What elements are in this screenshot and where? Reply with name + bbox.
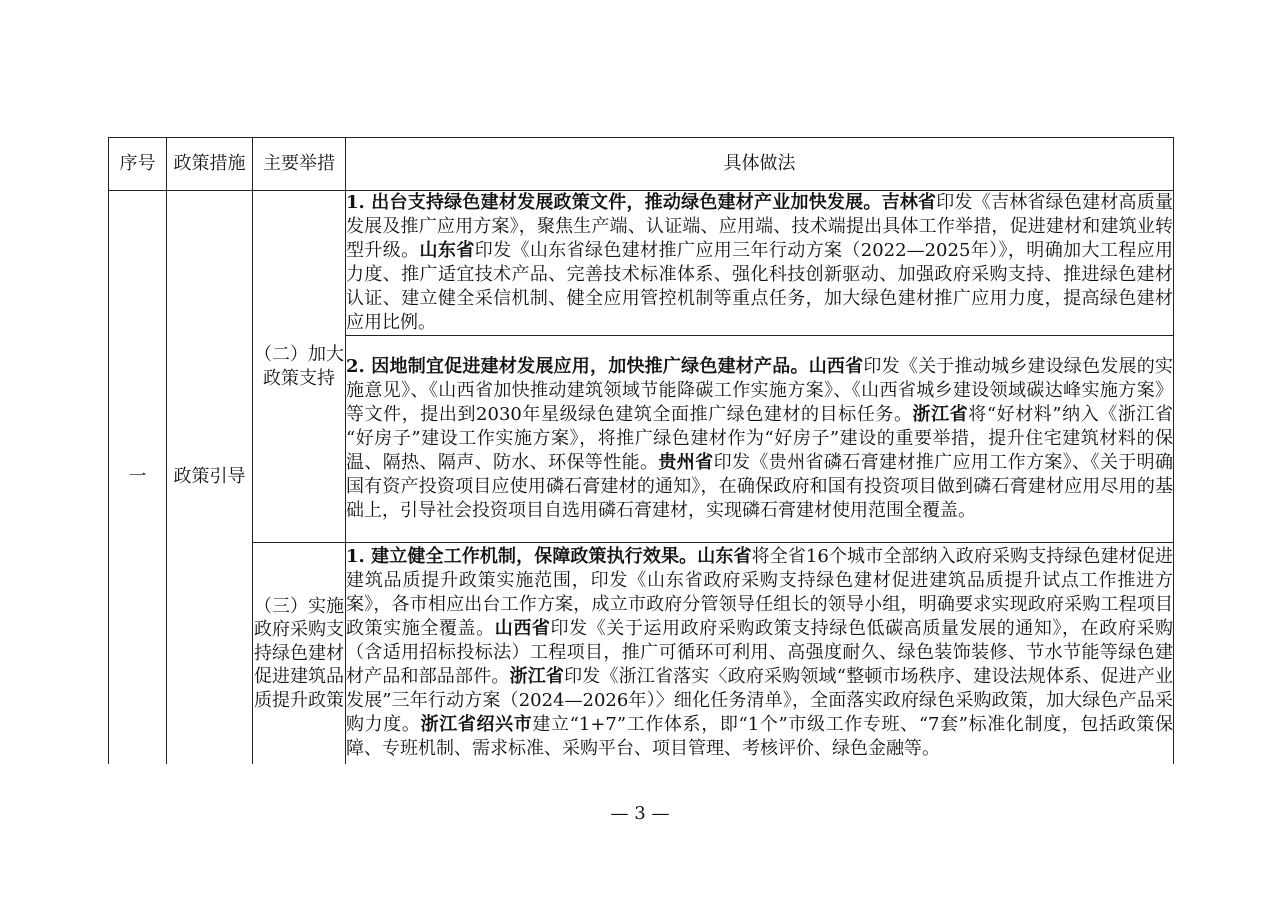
policy-table bbox=[108, 137, 1174, 764]
table-row bbox=[109, 191, 1174, 336]
practice-paragraph bbox=[346, 191, 1173, 335]
table-header-row bbox=[109, 138, 1174, 191]
practice-cell bbox=[346, 543, 1174, 764]
region-name: 山东省 bbox=[419, 240, 475, 261]
policy-measure: 政策引导 bbox=[167, 191, 253, 764]
practice-paragraph bbox=[346, 355, 1173, 523]
main-action-title: （三）实施政府采购支持绿色建材促进建筑品质提升政策 bbox=[254, 595, 344, 711]
region-text: 建立“1+7”工作体系，即“1个”市级工作专班、“7套”标准化制度，包括政策保障、专班机制、需求标准、采购平台、项目管理、考核评价、绿色金融等。 bbox=[346, 714, 1173, 760]
practice-heading: 2. 因地制宜促进建材发展应用，加快推广绿色建材产品。 bbox=[346, 356, 809, 377]
region-name: 贵州省 bbox=[658, 452, 714, 473]
header-index: 序号 bbox=[109, 138, 167, 191]
practice-heading: 1. 建立健全工作机制，保障政策执行效果。 bbox=[346, 546, 698, 568]
group-index: 一 bbox=[109, 191, 167, 764]
table-row bbox=[109, 543, 1174, 764]
practice-heading: 1. 出台支持绿色建材发展政策文件，推动绿色建材产业加快发展。 bbox=[346, 192, 882, 213]
header-policy-measure: 政策措施 bbox=[167, 138, 253, 191]
practice-cell bbox=[346, 191, 1174, 336]
practice-paragraph bbox=[346, 545, 1173, 761]
region-text: 印发《山东省绿色建材推广应用三年行动方案（2022—2025年）》，明确加大工程应用力度、推广适宜技术产品、完善技术标准体系、强化科技创新驱动、加强政府采购支持、推进绿色建材认证、建立健全采信机制、健全应用管控机制等重点任务，加大绿色建材推广应用力度，提高绿色建材应用比例。 bbox=[346, 240, 1174, 333]
region-name: 山东省 bbox=[697, 546, 752, 568]
region-name: 山西省 bbox=[808, 356, 864, 377]
region-name: 吉林省 bbox=[881, 192, 937, 213]
main-action-cell bbox=[253, 543, 346, 764]
header-specific-practice: 具体做法 bbox=[346, 138, 1174, 191]
page-number: — 3 — bbox=[610, 803, 670, 824]
region-text: 印发《贵州省磷石膏建材推广应用工作方案》、《关于明确国有资产投资项目应使用磷石膏建材的通知》，在确保政府和国有投资项目做到磷石膏建材应用尽用的基础上，引导社会投资项目自选用磷石膏建材，实现磷石膏建材使用范围全覆盖。 bbox=[346, 452, 1174, 521]
region-name: 山西省 bbox=[494, 618, 551, 640]
main-action-title: （二）加大政策支持 bbox=[254, 344, 344, 389]
region-name: 浙江省 bbox=[509, 666, 565, 688]
region-text: 将“好材料”纳入《浙江省“好房子”建设工作实施方案》，将推广绿色建材作为“好房子”建设的重要举措，提升住宅建筑材料的保温、隔热、隔声、防水、环保等性能。 bbox=[346, 404, 1174, 473]
region-text: 印发《浙江省落实〈政府采购领域“整顿市场秩序、建设法规体系、促进产业发展”三年行动方案（2024—2026年）〉细化任务清单》，全面落实政府绿色采购政策，加大绿色产品采购力度。 bbox=[346, 666, 1174, 736]
region-text: 印发《吉林省绿色建材高质量发展及推广应用方案》，聚焦生产端、认证端、应用端、技术端提出具体工作举措，促进建材和建筑业转型升级。 bbox=[346, 192, 1174, 261]
header-main-action: 主要举措 bbox=[253, 138, 346, 191]
region-text: 印发《关于运用政府采购政策支持绿色低碳高质量发展的通知》，在政府采购（含适用招标投标法）工程项目，推广可循环可利用、高强度耐久、绿色装饰装修、节水节能等绿色建材产品和部品部件。 bbox=[346, 618, 1174, 688]
practice-cell bbox=[346, 336, 1174, 543]
region-text: 将全省16个城市全部纳入政府采购支持绿色建材促进建筑品质提升政策实施范围，印发《山东省政府采购支持绿色建材促进建筑品质提升试点工作推进方案》，各市相应出台工作方案，成立市政府分管领导任组长的领导小组，明确要求实现政府采购工程项目政策实施全覆盖。 bbox=[346, 546, 1173, 640]
main-action-cell bbox=[253, 191, 346, 543]
region-text: 印发《关于推动城乡建设绿色发展的实施意见》、《山西省加快推动建筑领域节能降碳工作实施方案》、《山西省城乡建设领域碳达峰实施方案》等文件，提出到2030年星级绿色建筑全面推广绿色建材的目标任务。 bbox=[346, 356, 1174, 425]
region-name: 浙江省 bbox=[912, 404, 969, 425]
region-name: 浙江省绍兴市 bbox=[420, 714, 533, 736]
